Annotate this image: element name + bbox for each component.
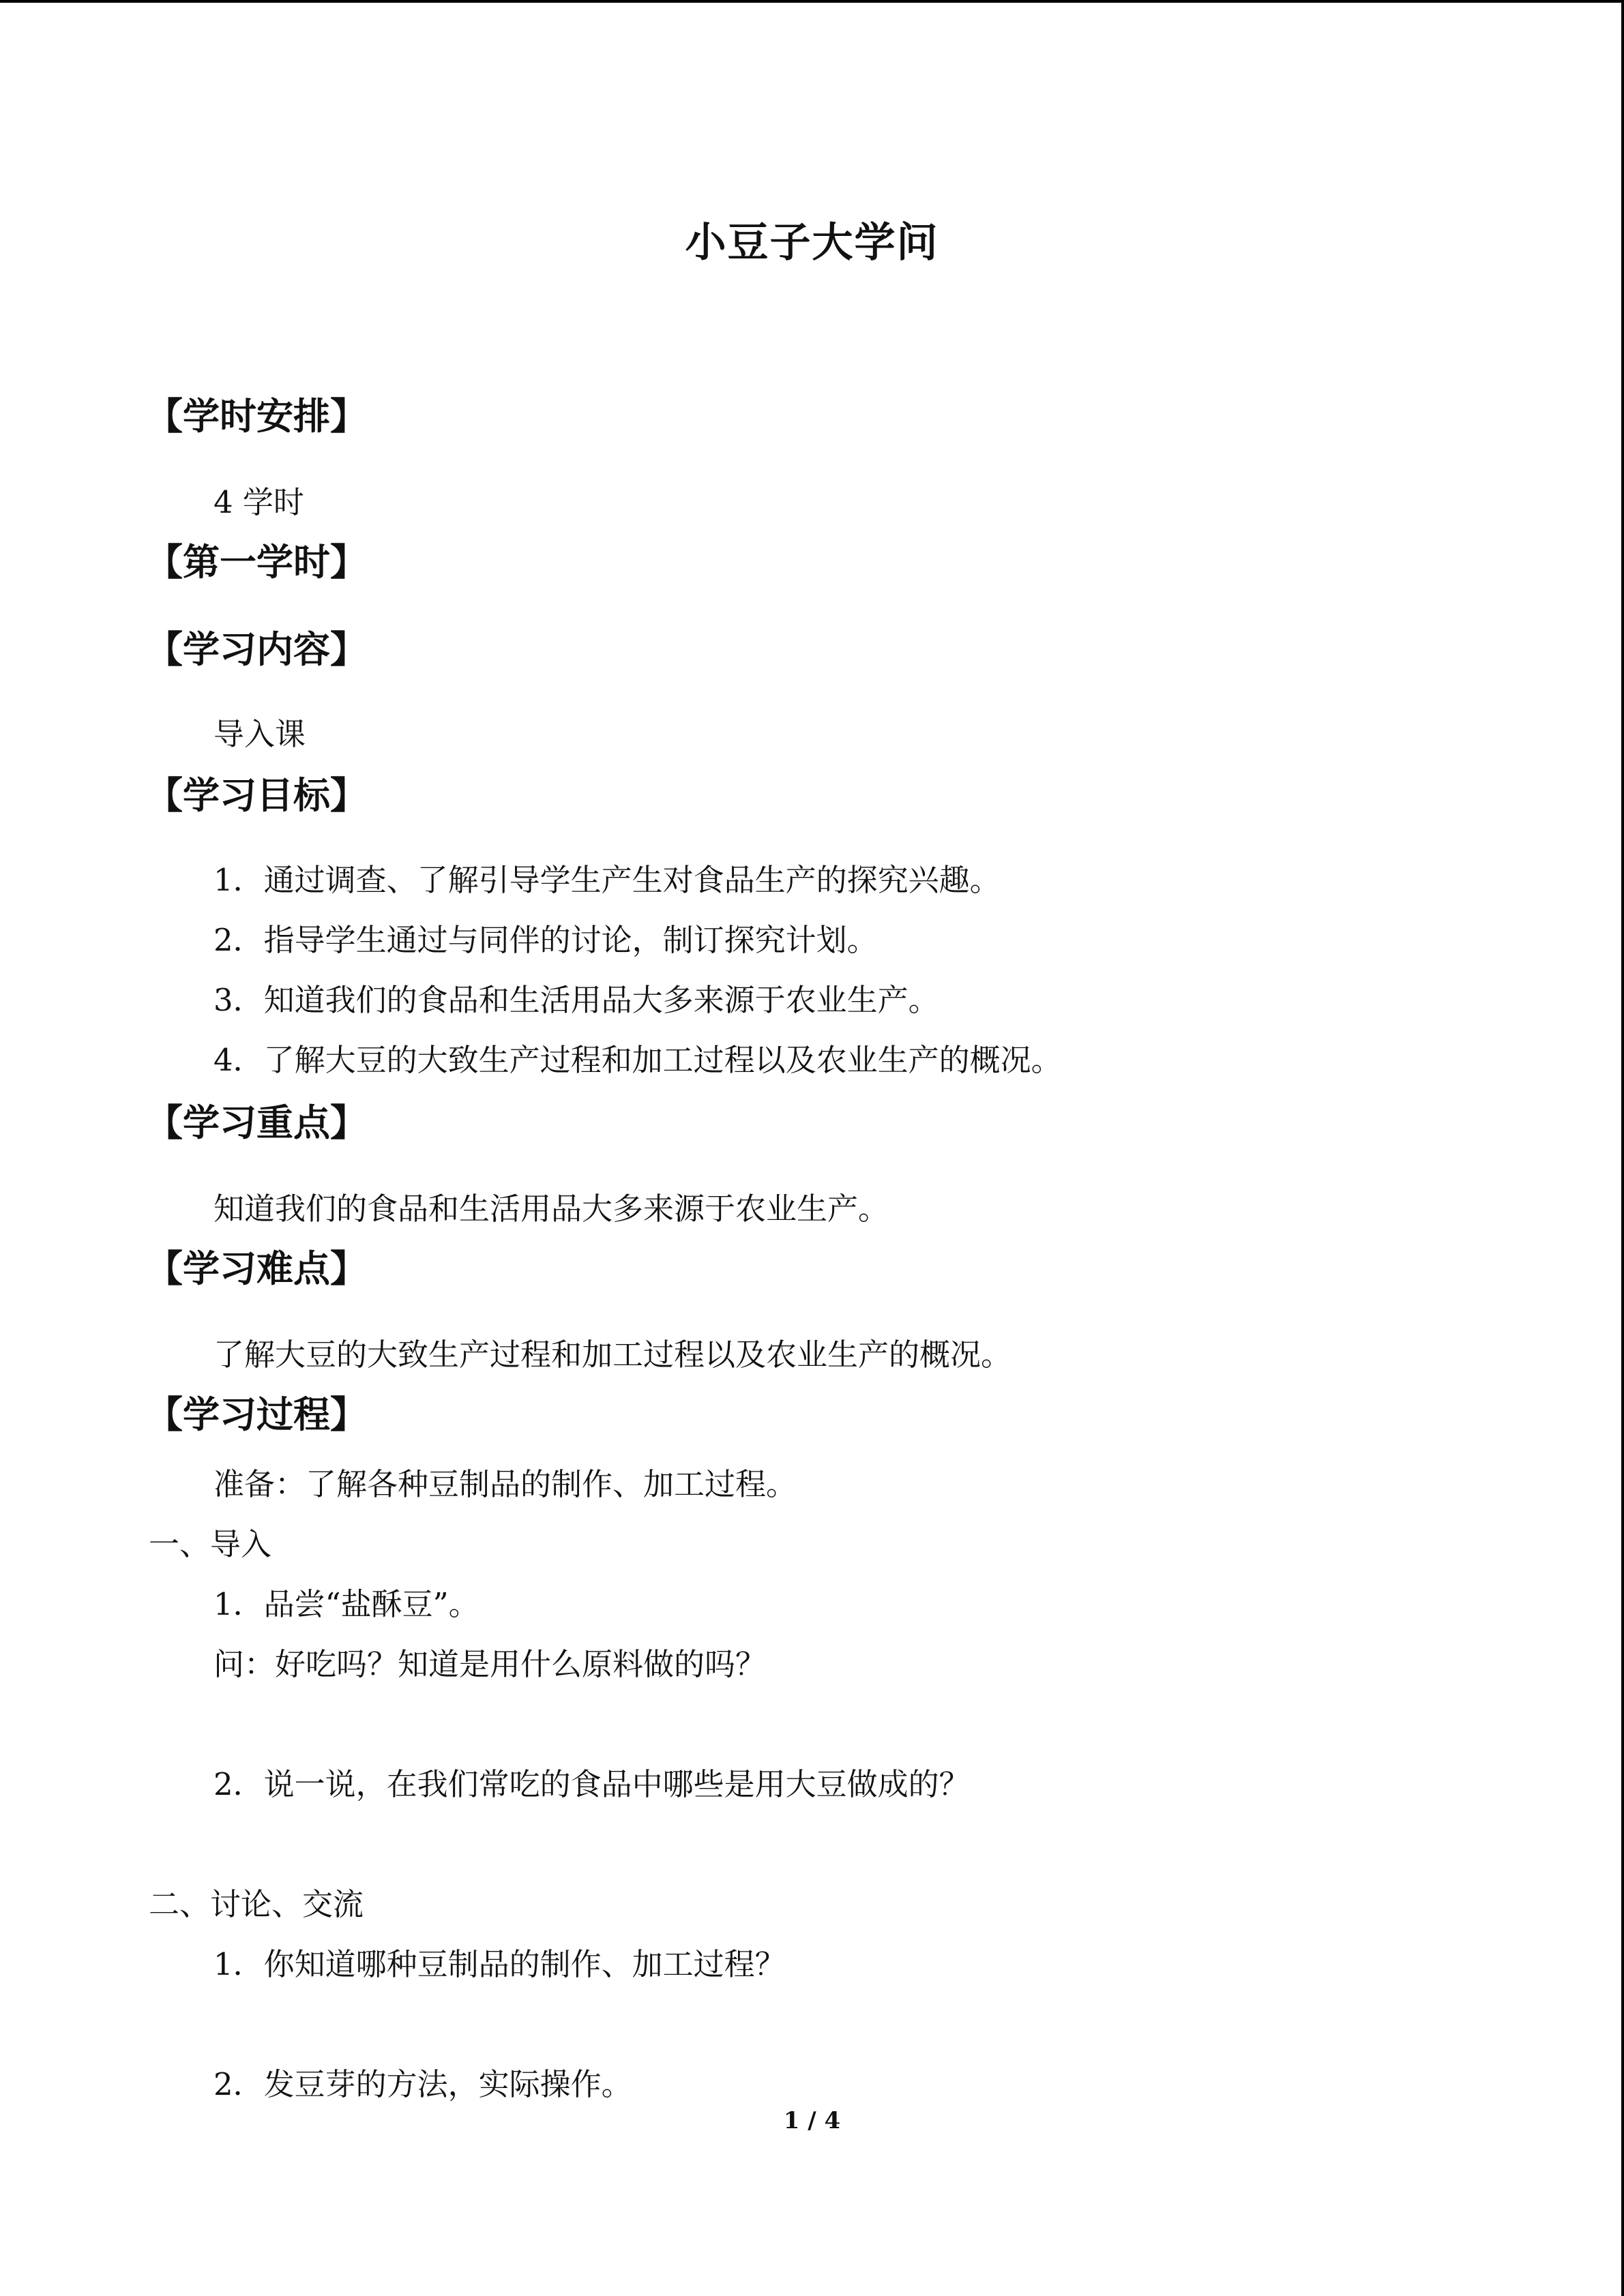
intro-item: 2．说一说，在我们常吃的食品中哪些是用大豆做成的？ [213,1766,970,1802]
section-title-discussion: 二、讨论、交流 [149,1886,364,1922]
heading-difficulty: 【学习难点】 [146,1247,367,1290]
heading-schedule: 【学时安排】 [146,395,367,438]
process-prep: 准备：了解各种豆制品的制作、加工过程。 [213,1466,797,1502]
heading-first-period: 【第一学时】 [146,541,367,584]
discussion-item: 1．你知道哪种豆制品的制作、加工过程？ [213,1946,786,1982]
discussion-item: 2．发豆芽的方法，实际操作。 [213,2066,632,2102]
content-text: 导入课 [213,716,306,752]
page-border-right [1621,0,1624,2296]
section-title-intro: 一、导入 [149,1526,272,1562]
heading-process: 【学习过程】 [146,1393,367,1436]
goal-item: 1．通过调查、了解引导学生产生对食品生产的探究兴趣。 [213,862,1001,898]
heading-content: 【学习内容】 [146,628,367,671]
goal-item: 4．了解大豆的大致生产过程和加工过程以及农业生产的概况。 [213,1042,1062,1078]
heading-goals: 【学习目标】 [146,774,367,817]
key-point-text: 知道我们的食品和生活用品大多来源于农业生产。 [213,1191,889,1227]
document-title: 小豆子大学问 [685,219,939,267]
heading-key-point: 【学习重点】 [146,1101,367,1144]
goal-item: 3．知道我们的食品和生活用品大多来源于农业生产。 [213,982,939,1018]
intro-question: 问：好吃吗？知道是用什么原料做的吗？ [213,1646,767,1682]
page-number: 1 / 4 [783,2107,841,2134]
schedule-text: 4 学时 [213,484,304,520]
goal-item: 2．指导学生通过与同伴的讨论，制订探究计划。 [213,922,878,958]
page-border-top [0,0,1624,3]
difficulty-text: 了解大豆的大致生产过程和加工过程以及农业生产的概况。 [213,1337,1012,1373]
intro-item: 1．品尝“盐酥豆”。 [213,1586,479,1622]
